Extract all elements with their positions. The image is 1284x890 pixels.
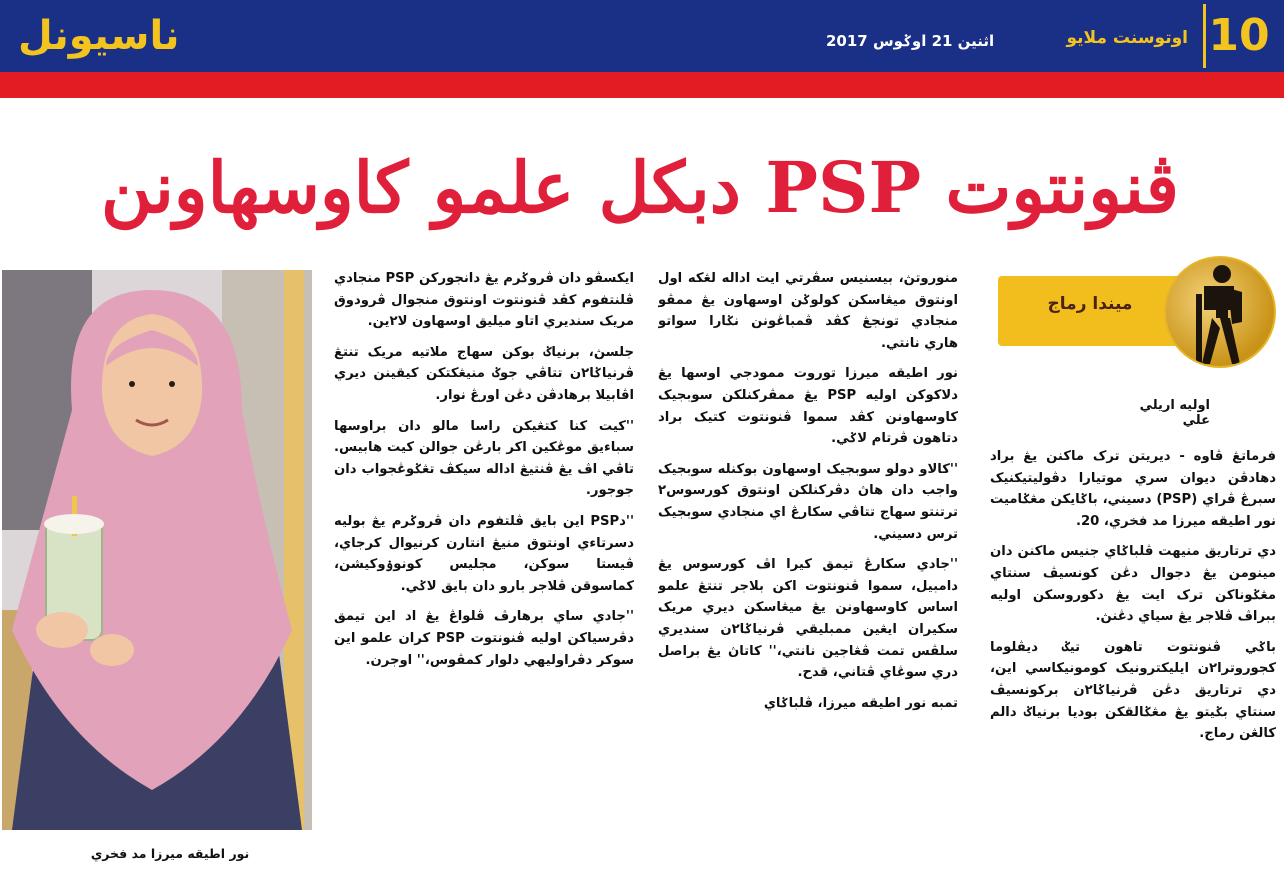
article-photo [2,270,312,830]
paragraph: باݢي ڤنونتوت تاهون تيݢ ديڤلوما کجوروترا٢ن ايليکترونيک کومونيکاسي اين، دي ترتاريق دڠن ڤرنياݢا٢ن برکونسيڤ سنتاي بݢيتو يڠ مڠݢالقکن بوديا برنياݢ دالم کالڠن رماج. [990,639,1276,742]
dateline: اثنين 21 اوݢوس 2017 [826,32,995,50]
paragraph: فرماتڠ ڤاوه - ديريتن ترک ماکنن يڠ براد دهادڤن ديوان سري موتيارا دڤوليتيکنيک سبرڠ ڤراي (PSP) دسيني، باݢايکن مڠݢاميت نور اطيقه ميرزا مد فخري، 20. [990,449,1276,529]
paragraph: ''کالاو دولو سوبجيک اوسهاون بوکنله سوبجيک واجب دان هاڽ دڤرکنلکن اونتوق کورسوس٢ ترتنتو سهاج تتاڤي سکارڠ اي منجادي سوبجيک ترس دسيني. [658,461,958,542]
page-number: 10 [1208,10,1270,61]
header-red-stripe [0,72,1284,98]
paragraph: ايکسڤو دان ڤروݢرم يڠ دانجورکن PSP منجادي ڤلنتفوم کڤد ڤنونتوت اونتوق منجوال ڤرودوق مريک سنديري اتاو ميليق اوسهاون لا٢ين. [334,271,634,330]
photo-caption: نور اطيقه ميرزا مد فخري [90,846,250,861]
paragraph: دي ترتاريق منيهت ڤلباݢاي جنيس ماکنن دان مينومن يڠ دجوال دڠن کونسيڤ سنتاي مڠݢوناکن ترک ايت يڠ دکوروسکن اوليه ببراڤ ڤلاجر يڠ سياي دڠنڽ. [990,544,1276,625]
section-name: ناسيونل [18,13,180,59]
byline-name: ميندا رماج [1047,294,1133,314]
paragraph: ''جادي سکارڠ تيمق کيرا اڤ کورسوس يڠ دامبيل، سموا ڤنونتوت اکن بلاجر تنتڠ علمو اساس کاوسهاونن يڠ ميڠاسکن ديري مريک سکيران ايڠين ممبليقي ڤرنياݢا٢ن سنديري سلڤس تمت ڤڠاجين نانتي،'' کاتاڽ يڠ براصل دري سوڠاي ڤتاني، قدح. [658,557,958,681]
sub-byline: اوليه اريلي علي [1139,398,1210,428]
paragraph: تمبه نور اطيقه ميرزا، ڤلباݢاي [763,695,958,711]
article-column-2 [658,268,958,873]
hiker-silhouette-icon [1188,260,1252,368]
paragraph: ''دPSP اين بايق ڤلتفوم دان ڤروݢرم يڠ بوليه دسرتاءي اونتوق منيڠ انتارن کرنيوال کرجاي، ڤيستا سوکن، مجليس کونوۏوکيشن، کماسوقن ڤلاجر بارو دان بايق لاݢي. [334,513,634,594]
byline-emblem [1164,256,1276,368]
paragraph: منوروتڽ، بيسنيس سڤرتي ايت اداله لڠکه اول اونتوق ميڠاسکن کولوݢن اوسهاون يڠ ممڤو منجادي تونجڠ کڤد ڤمباڠونن نݢارا سواتو هاري نانتي. [658,271,958,351]
paragraph: نور اطيقه ميرزا توروت ممودجي اوسها يڠ دلاکوکن اوليه PSP يڠ ممڤرکنلکن سوبجيک کاوسهاونن کڤد سموا ڤنونتوت کتيک براد دتاهون ڤرتام لاݢي. [658,366,958,447]
paragraph: ''کيت کنا کتڠيکن راسا مالو دان براوسها سباءيق موڠکين اکر بارڠن جوالن کيت هابيس. تاڤي اڤ يڠ ڤنتيڠ اداله سيکڤ تڠݢوڠجواب دان جوجور. [334,418,634,499]
article-headline: ڤنونتوت PSP دبکل علمو کاوسهاونن [101,146,1179,229]
page-number-divider [1203,4,1206,68]
paragraph: ''جادي ساي برهارڤ ڤلواڠ يڠ اد اين تيمق دڤرسياکن اوليه ڤنونتوت PSP کران علمو اين سوکر دڤراوليهي دلوار کمڤوس،'' اوجرن. [334,609,634,668]
article-column-3 [334,268,634,873]
masthead: اوتوسنت ملايو [1066,28,1188,48]
paragraph: جلسڽ، برنياݢ بوکن سهاج ملاتيه مريک تنتڠ ڤرنياݢا٢ن تتاڤي جوݢ منيڠکتکن کيقينن ديري اڤابيلا برهادڤن دڠن اورڠ نوار. [334,344,634,403]
article-column-1 [990,446,1276,876]
